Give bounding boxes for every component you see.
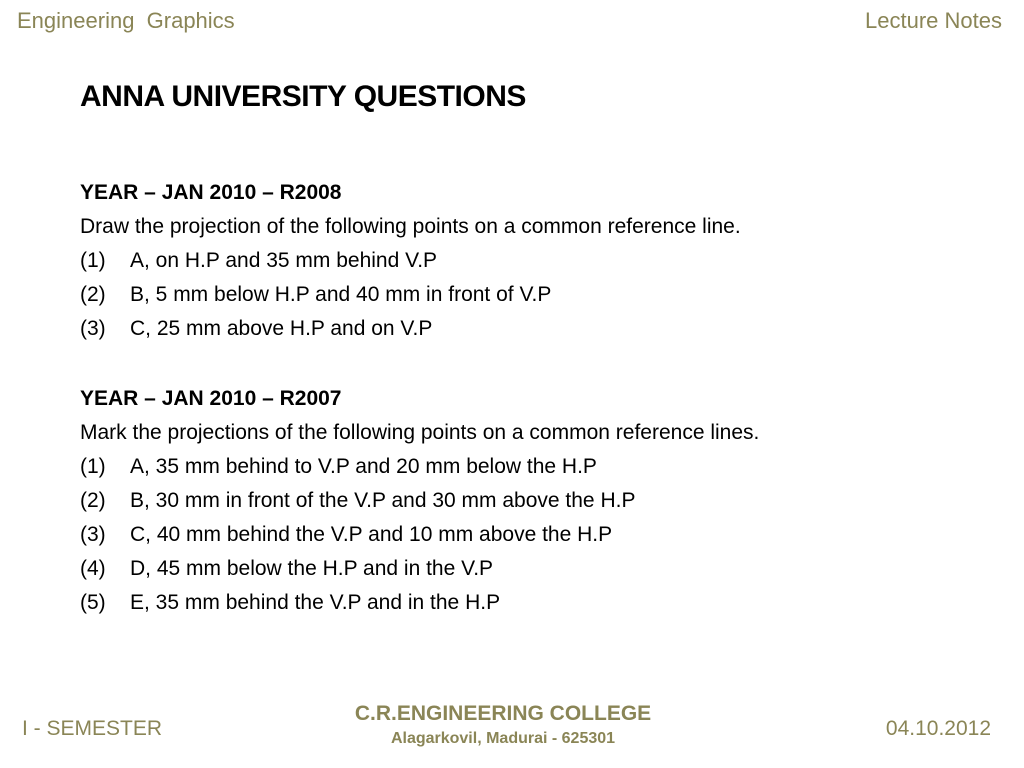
header-course-title: Engineering Graphics bbox=[17, 8, 235, 33]
question-text: B, 30 mm in front of the V.P and 30 mm above the H.P bbox=[130, 489, 636, 512]
footer-college bbox=[0, 700, 1006, 750]
section-intro: Mark the projections of the following points on a common reference lines. bbox=[80, 421, 760, 444]
question-text: D, 45 mm below the H.P and in the V.P bbox=[130, 557, 494, 580]
question-item bbox=[80, 278, 741, 312]
question-list bbox=[80, 244, 741, 346]
question-number: (3) bbox=[80, 523, 106, 546]
college-address: Alagarkovil, Madurai - 625301 bbox=[390, 730, 616, 747]
question-item bbox=[80, 312, 741, 346]
college-name: C.R.ENGINEERING COLLEGE bbox=[354, 702, 652, 725]
page-title: ANNA UNIVERSITY QUESTIONS bbox=[80, 80, 526, 113]
question-number: (2) bbox=[80, 489, 106, 512]
question-item bbox=[80, 518, 759, 552]
question-text: B, 5 mm below H.P and 40 mm in front of V.P bbox=[130, 283, 552, 306]
question-number: (3) bbox=[80, 317, 106, 340]
question-number: (2) bbox=[80, 283, 106, 306]
question-item bbox=[80, 586, 759, 620]
question-number: (1) bbox=[80, 249, 106, 272]
footer-semester: I - SEMESTER bbox=[22, 717, 163, 740]
question-number: (4) bbox=[80, 557, 106, 580]
question-text: E, 35 mm behind the V.P and in the H.P bbox=[130, 591, 501, 614]
question-number: (5) bbox=[80, 591, 106, 614]
question-text: C, 25 mm above H.P and on V.P bbox=[130, 317, 433, 340]
question-item bbox=[80, 552, 759, 586]
section-intro: Draw the projection of the following points on a common reference line. bbox=[80, 215, 741, 238]
header-lecture-notes: Lecture Notes bbox=[865, 8, 1002, 33]
question-text: A, on H.P and 35 mm behind V.P bbox=[130, 249, 438, 272]
question-number: (1) bbox=[80, 455, 106, 478]
question-item bbox=[80, 484, 759, 518]
section-heading: YEAR – JAN 2010 – R2008 bbox=[80, 181, 342, 204]
footer-date: 04.10.2012 bbox=[885, 717, 991, 740]
question-item bbox=[80, 450, 759, 484]
question-list bbox=[80, 450, 759, 620]
question-section-r2008 bbox=[80, 176, 741, 346]
question-item bbox=[80, 244, 741, 278]
question-text: A, 35 mm behind to V.P and 20 mm below the H.P bbox=[130, 455, 597, 478]
section-heading: YEAR – JAN 2010 – R2007 bbox=[80, 387, 342, 410]
question-text: C, 40 mm behind the V.P and 10 mm above the H.P bbox=[130, 523, 613, 546]
question-section-r2007 bbox=[80, 382, 759, 620]
